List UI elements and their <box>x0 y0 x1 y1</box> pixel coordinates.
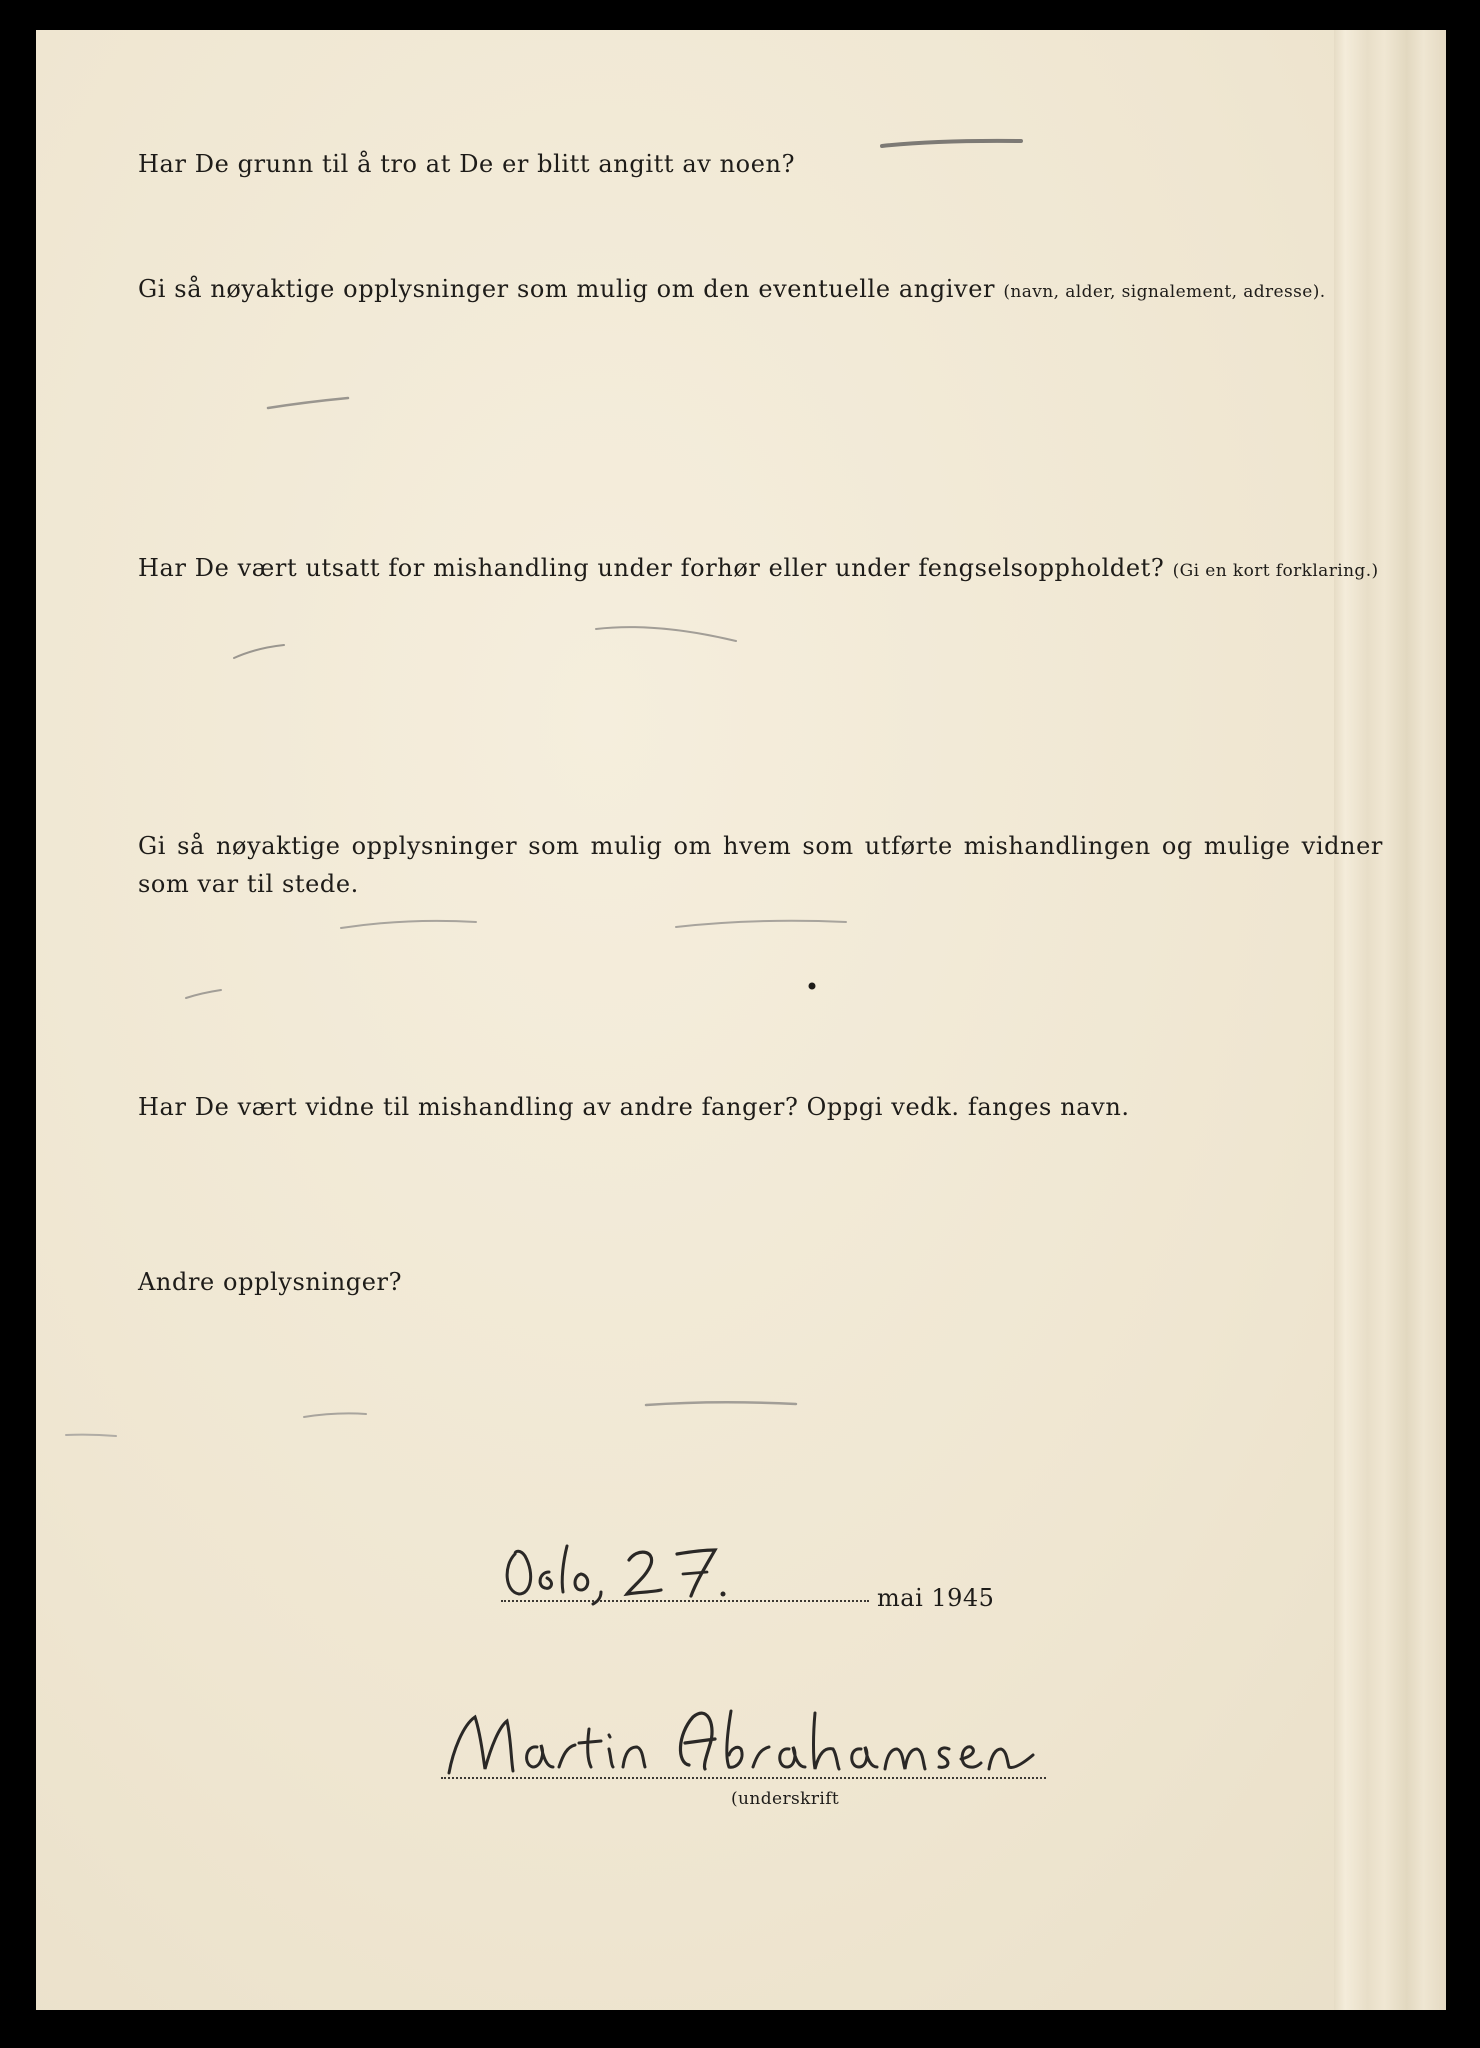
question-denounced: Har De grunn til å tro at De er blitt angitt av noen? <box>138 150 796 178</box>
pencil-dash-6 <box>676 921 846 927</box>
document-page <box>36 30 1446 2010</box>
question-mistreatment-note: (Gi en kort forklaring.) <box>1172 561 1379 581</box>
signature-dotted-line <box>441 1777 1046 1779</box>
question-denouncer-note: (navn, alder, signalement, adresse). <box>1003 282 1326 302</box>
question-denouncer-details <box>138 270 1326 311</box>
question-mistreatment <box>138 549 1379 590</box>
pencil-dash-9 <box>646 1402 796 1405</box>
ink-dot <box>809 983 816 990</box>
signature-handwriting <box>441 1695 1061 1787</box>
pencil-dash-5 <box>341 921 476 928</box>
date-handwriting <box>501 1536 781 1606</box>
date-line <box>501 1550 1031 1610</box>
pencil-dash-4 <box>234 645 284 658</box>
question-mistreatment-main: Har De vært utsatt for mishandling under forhør eller under fengselsoppholdet? <box>138 554 1165 582</box>
pencil-dash-10 <box>66 1435 116 1436</box>
pencil-dash-2 <box>268 398 348 408</box>
signature-label: (underskrift <box>731 1789 840 1809</box>
signature-block <box>441 1695 1081 1815</box>
pencil-dash-1 <box>882 141 1021 146</box>
question-witness: Har De vært vidne til mishandling av andre fanger? Oppgi vedk. fanges navn. <box>138 1093 1130 1121</box>
pencil-dash-3 <box>596 627 736 641</box>
pencil-dash-7 <box>186 990 221 998</box>
pencil-dash-8 <box>304 1413 366 1417</box>
question-other-info: Andre opplysninger? <box>138 1268 403 1296</box>
question-denouncer-main: Gi så nøyaktige opplysninger som mulig om den eventuelle angiver <box>138 275 996 303</box>
question-perpetrators: Gi så nøyaktige opplysninger som mulig om hvem som utførte mishandlingen og mulige vidner som var til stede. <box>138 832 1383 898</box>
date-printed-month-year: mai 1945 <box>877 1584 995 1612</box>
